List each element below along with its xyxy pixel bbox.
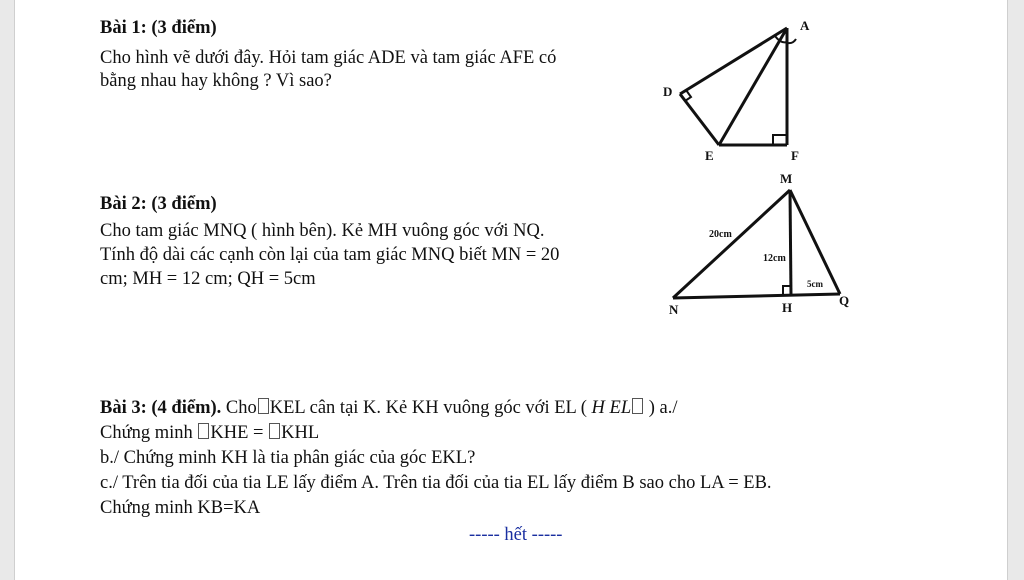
problem3-line4: c./ Trên tia đối của tia LE lấy điểm A. Trên tia đối của tia EL lấy điểm B sao cho LA = EB. xyxy=(100,473,772,493)
problem3-line2-b: KHE = xyxy=(210,423,264,443)
label-q: Q xyxy=(839,293,850,308)
label-m: M xyxy=(780,171,793,186)
label-a: A xyxy=(800,18,810,33)
problem3-line1-b: KEL cân tại K. Kẻ KH vuông góc với EL ( xyxy=(269,398,587,418)
problem3-line2 xyxy=(100,421,319,445)
problem3-line1-c: H EL xyxy=(591,398,632,418)
problem1-heading: Bài 1: (3 điểm) xyxy=(100,18,217,38)
problem3-line3: b./ Chứng minh KH là tia phân giác của góc EKL? xyxy=(100,448,476,468)
missing-glyph-icon xyxy=(258,398,269,414)
problem1-line2: bằng nhau hay không ? Vì sao? xyxy=(100,71,332,91)
label-d: D xyxy=(663,84,673,99)
problem3-line2-c: KHL xyxy=(281,423,320,443)
label-mh-length: 12cm xyxy=(763,253,786,264)
label-mn-length: 20cm xyxy=(709,229,732,240)
problem1-line1: Cho hình vẽ dưới đây. Hỏi tam giác ADE và tam giác AFE có xyxy=(100,48,557,68)
problem3-line1-d: ) a./ xyxy=(648,398,678,418)
problem3-line2-a: Chứng minh xyxy=(100,423,193,443)
missing-glyph-icon xyxy=(269,423,280,439)
label-e: E xyxy=(705,148,714,163)
end-marker: ----- hết ----- xyxy=(469,525,563,545)
problem2-heading: Bài 2: (3 điểm) xyxy=(100,194,217,214)
problem3-line1 xyxy=(100,396,678,420)
problem3-line5: Chứng minh KB=KA xyxy=(100,498,261,518)
problem2-line2: Tính độ dài các cạnh còn lại của tam giác MNQ biết MN = 20 xyxy=(100,245,560,265)
missing-glyph-icon xyxy=(198,423,209,439)
label-f: F xyxy=(791,148,799,163)
problem2-line3: cm; MH = 12 cm; QH = 5cm xyxy=(100,269,316,289)
missing-glyph-icon xyxy=(632,398,643,414)
problem3-line1-a: Cho xyxy=(225,398,257,418)
problem3-heading: Bài 3: (4 điểm). xyxy=(100,398,222,418)
label-qh-length: 5cm xyxy=(807,279,823,289)
label-n: N xyxy=(669,302,679,317)
problem2-line1: Cho tam giác MNQ ( hình bên). Kẻ MH vuông góc với NQ. xyxy=(100,221,545,241)
document-page xyxy=(14,0,1008,580)
label-h: H xyxy=(782,300,793,315)
